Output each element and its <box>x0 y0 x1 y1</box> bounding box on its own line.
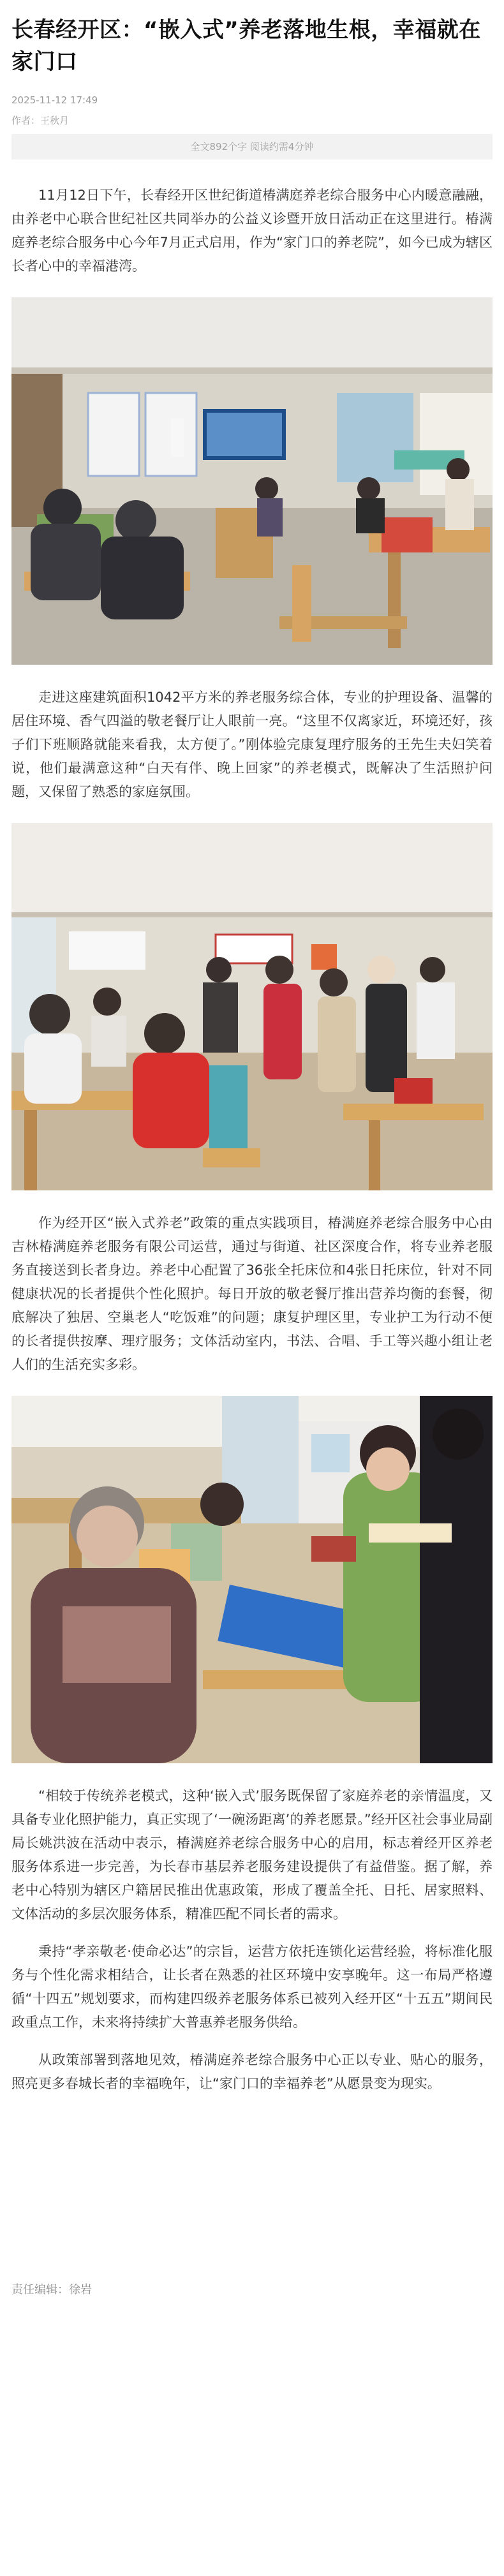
article-photo-clinic-room <box>11 297 493 665</box>
article-photo-free-clinic <box>11 823 493 1190</box>
article-paragraph: 从政策部署到落地见效，椿满庭养老综合服务中心正以专业、贴心的服务，照亮更多春城长者的幸福晚年，让“家门口的幸福养老”从愿景变为现实。 <box>11 2052 493 2091</box>
author-label: 作者： <box>11 115 41 126</box>
photo-illustration <box>11 823 493 1190</box>
photo-illustration <box>11 1396 493 1763</box>
article-meta <box>11 93 493 128</box>
publish-date: 2025-11-12 17:49 <box>11 94 98 106</box>
author-line <box>11 114 493 128</box>
article-paragraph: 走进这座建筑面积1042平方米的养老服务综合体，专业的护理设备、温馨的居住环境、香气四溢的敬老餐厅让人眼前一亮。“这里不仅离家近，环境还好，孩子们下班顺路就能来看我，太方便了。”刚体验完康复理疗服务的王先生夫妇笑着说，他们最满意这种“白天有伴、晚上回家”的养老模式，既解决了生活照护问题，又保留了熟悉的家庭氛围。 <box>11 690 493 799</box>
author-name: 王秋月 <box>40 115 70 126</box>
reading-stats: 全文892个字 阅读约需4分钟 <box>11 134 493 159</box>
photo-illustration <box>11 297 493 665</box>
article-title: 长春经开区：“嵌入式”养老落地生根，幸福就在家门口 <box>11 17 481 75</box>
article-paragraph: 作为经开区“嵌入式养老”政策的重点实践项目，椿满庭养老综合服务中心由吉林椿满庭养老服务有限公司运营，通过与街道、社区深度合作，将专业养老服务直接送到长者身边。养老中心配置了36张全托床位和4张日托床位，针对不同健康状况的长者提供个性化照护。每日开放的敬老餐厅推出营养均衡的套餐，彻底解决了独居、空巢老人“吃饭难”的问题；康复护理区里，专业护工为行动不便的长者提供按摩、理疗服务；文体活动室内，书法、合唱、手工等兴趣小组让老人们的生活充实多彩。 <box>11 1215 493 1372</box>
editor-label: 责任编辑： <box>11 2283 69 2297</box>
article-photo-consultation <box>11 1396 493 1763</box>
article-paragraph: 秉持“孝亲敬老·使命必达”的宗旨，运营方依托连锁化运营经验，将标准化服务与个性化需求相结合，让长者在熟悉的社区环境中安享晚年。这一布局严格遵循“十四五”规划要求，而构建四级养老服务体系已被列入经开区“十五五”期间民政重点工作，未来将持续扩大普惠养老服务供给。 <box>11 1944 493 2030</box>
article-paragraph: “相较于传统养老模式，这种‘嵌入式’服务既保留了家庭养老的亲情温度，又具备专业化照护能力，真正实现了‘一碗汤距离’的养老愿景。”经开区社会事业局副局长姚洪波在活动中表示，椿满庭养老综合服务中心的启用，标志着经开区养老服务体系进一步完善，为长春市基层养老服务建设提供了有益借鉴。据了解，养老中心特别为辖区户籍居民推出优惠政策，形成了覆盖全托、日托、居家照料、文体活动的多层次服务体系，精准匹配不同长者的需求。 <box>11 1788 493 1921</box>
article-paragraph: 11月12日下午，长春经开区世纪街道椿满庭养老综合服务中心内暖意融融，由养老中心联合世纪社区共同举办的公益义诊暨开放日活动正在这里进行。椿满庭养老综合服务中心今年7月正式启用，作为“家门口的养老院”，如今已成为辖区长者心中的幸福港湾。 <box>11 188 493 274</box>
editor-line <box>11 2281 493 2297</box>
editor-name: 徐岩 <box>69 2283 92 2297</box>
